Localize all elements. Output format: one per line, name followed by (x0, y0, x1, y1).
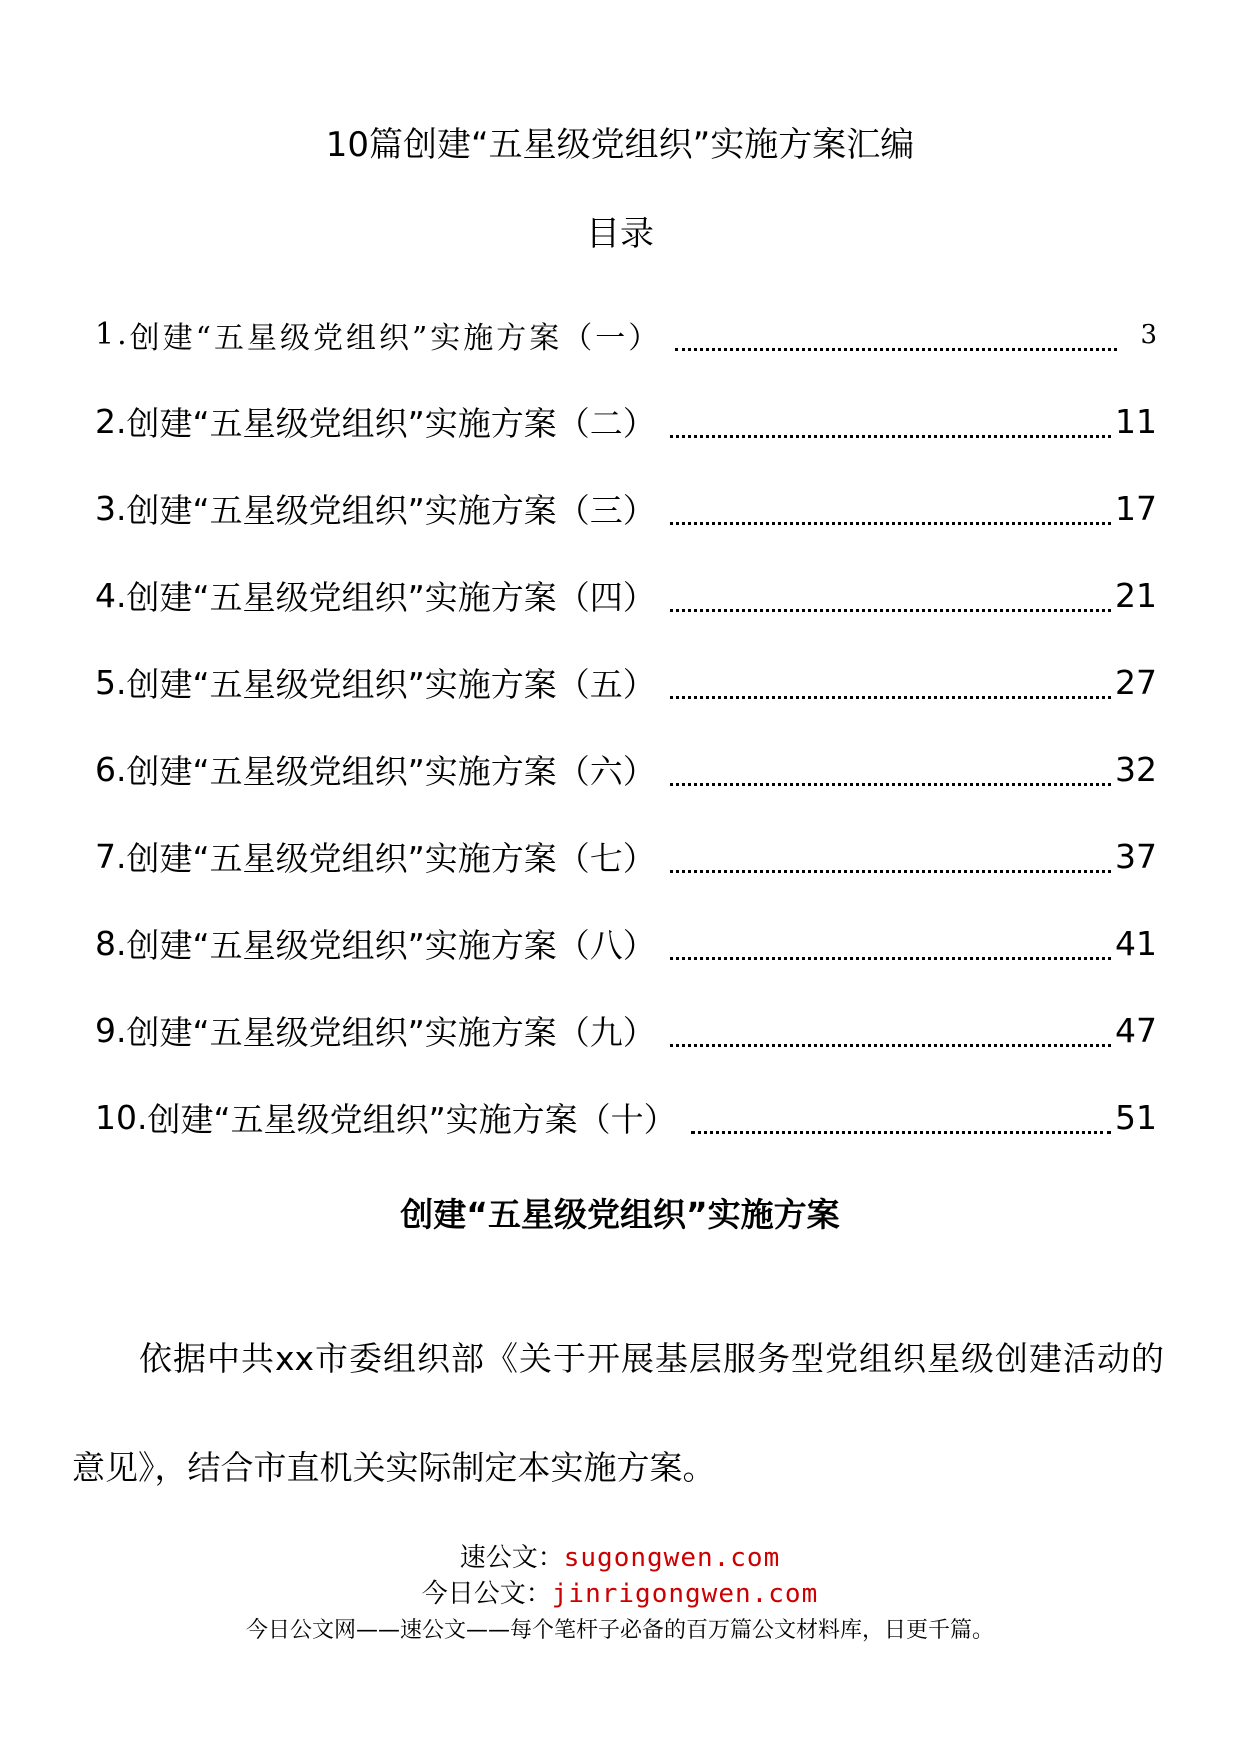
toc-entry-page: 17 (1115, 489, 1157, 528)
toc-entry-title: 创建“五星级党组织”实施方案（十） (147, 1100, 677, 1139)
toc-entry-10[interactable] (95, 1074, 1157, 1161)
toc-leader-dots (670, 429, 1111, 438)
toc-entry-6[interactable] (95, 726, 1157, 813)
toc-entry-page: 51 (1115, 1098, 1157, 1137)
toc-leader-dots (670, 777, 1111, 786)
body-paragraph: 依据中共xx市委组织部《关于开展基层服务型党组织星级创建活动的意见》，结合市直机关实际制定本实施方案。 (72, 1339, 1164, 1487)
toc-entry-number: 10. (95, 1098, 148, 1137)
toc-entry-number: 3. (95, 489, 127, 528)
toc-entry-number: 8. (95, 924, 127, 963)
toc-entry-1[interactable] (95, 291, 1157, 378)
toc-entry-page: 11 (1115, 402, 1157, 441)
footer-line-jinrigongwen (0, 1576, 1240, 1612)
footer-slogan: 今日公文网——速公文——每个笔杆子必备的百万篇公文材料库，日更千篇。 (245, 1618, 994, 1643)
toc-entry-title: 创建“五星级党组织”实施方案（二） (126, 404, 656, 443)
toc-entry-page: 27 (1115, 663, 1157, 702)
toc-entry-8[interactable] (95, 900, 1157, 987)
toc-entry-number: 1. (95, 317, 130, 352)
toc-entry-page: 41 (1115, 924, 1157, 963)
sugongwen-link[interactable]: sugongwen.com (563, 1543, 781, 1573)
toc-entry-number: 2. (95, 402, 127, 441)
toc-entry-title: 创建“五星级党组织”实施方案（八） (126, 926, 656, 965)
toc-leader-dots (670, 690, 1111, 699)
toc-entry-page: 47 (1115, 1011, 1157, 1050)
toc-entry-2[interactable] (95, 378, 1157, 465)
toc-entry-3[interactable] (95, 465, 1157, 552)
footer-label: 速公文： (459, 1543, 564, 1573)
toc-entry-7[interactable] (95, 813, 1157, 900)
toc-leader-dots (670, 1038, 1111, 1047)
toc-entry-page: 32 (1115, 750, 1157, 789)
toc-leader-dots (670, 603, 1111, 612)
toc-entry-number: 9. (95, 1011, 127, 1050)
toc-leader-dots (670, 516, 1111, 525)
toc-heading: 目录 (586, 214, 654, 254)
toc-entry-number: 5. (95, 663, 127, 702)
toc-entry-page: 21 (1115, 576, 1157, 615)
toc-entry-5[interactable] (95, 639, 1157, 726)
jinrigongwen-link[interactable]: jinrigongwen.com (551, 1579, 819, 1609)
toc-entry-page: 3 (1140, 319, 1157, 350)
footer-line-sugongwen (0, 1540, 1240, 1576)
table-of-contents (95, 291, 1157, 1161)
toc-entry-9[interactable] (95, 987, 1157, 1074)
toc-leader-dots (670, 864, 1111, 873)
toc-entry-title: 创建“五星级党组织”实施方案（三） (126, 491, 656, 530)
toc-leader-dots (691, 1125, 1111, 1134)
toc-entry-number: 6. (95, 750, 127, 789)
toc-entry-number: 7. (95, 837, 127, 876)
toc-entry-4[interactable] (95, 552, 1157, 639)
toc-entry-page: 37 (1115, 837, 1157, 876)
toc-entry-title: 创建“五星级党组织”实施方案（九） (126, 1013, 656, 1052)
toc-entry-title: 创建“五星级党组织”实施方案（七） (126, 839, 656, 878)
toc-entry-title: 创建“五星级党组织”实施方案（四） (126, 578, 656, 617)
section-title: 创建“五星级党组织”实施方案 (400, 1195, 840, 1234)
document-title: 10篇创建“五星级党组织”实施方案汇编 (325, 125, 915, 165)
toc-entry-title: 创建“五星级党组织”实施方案（五） (126, 665, 656, 704)
toc-leader-dots (670, 951, 1111, 960)
toc-entry-number: 4. (95, 576, 127, 615)
footer (0, 1540, 1240, 1648)
toc-leader-dots (675, 342, 1117, 351)
toc-entry-title: 创建“五星级党组织”实施方案（六） (126, 752, 656, 791)
toc-entry-title: 创建“五星级党组织”实施方案（一） (129, 320, 662, 356)
footer-label: 今日公文： (421, 1579, 552, 1609)
